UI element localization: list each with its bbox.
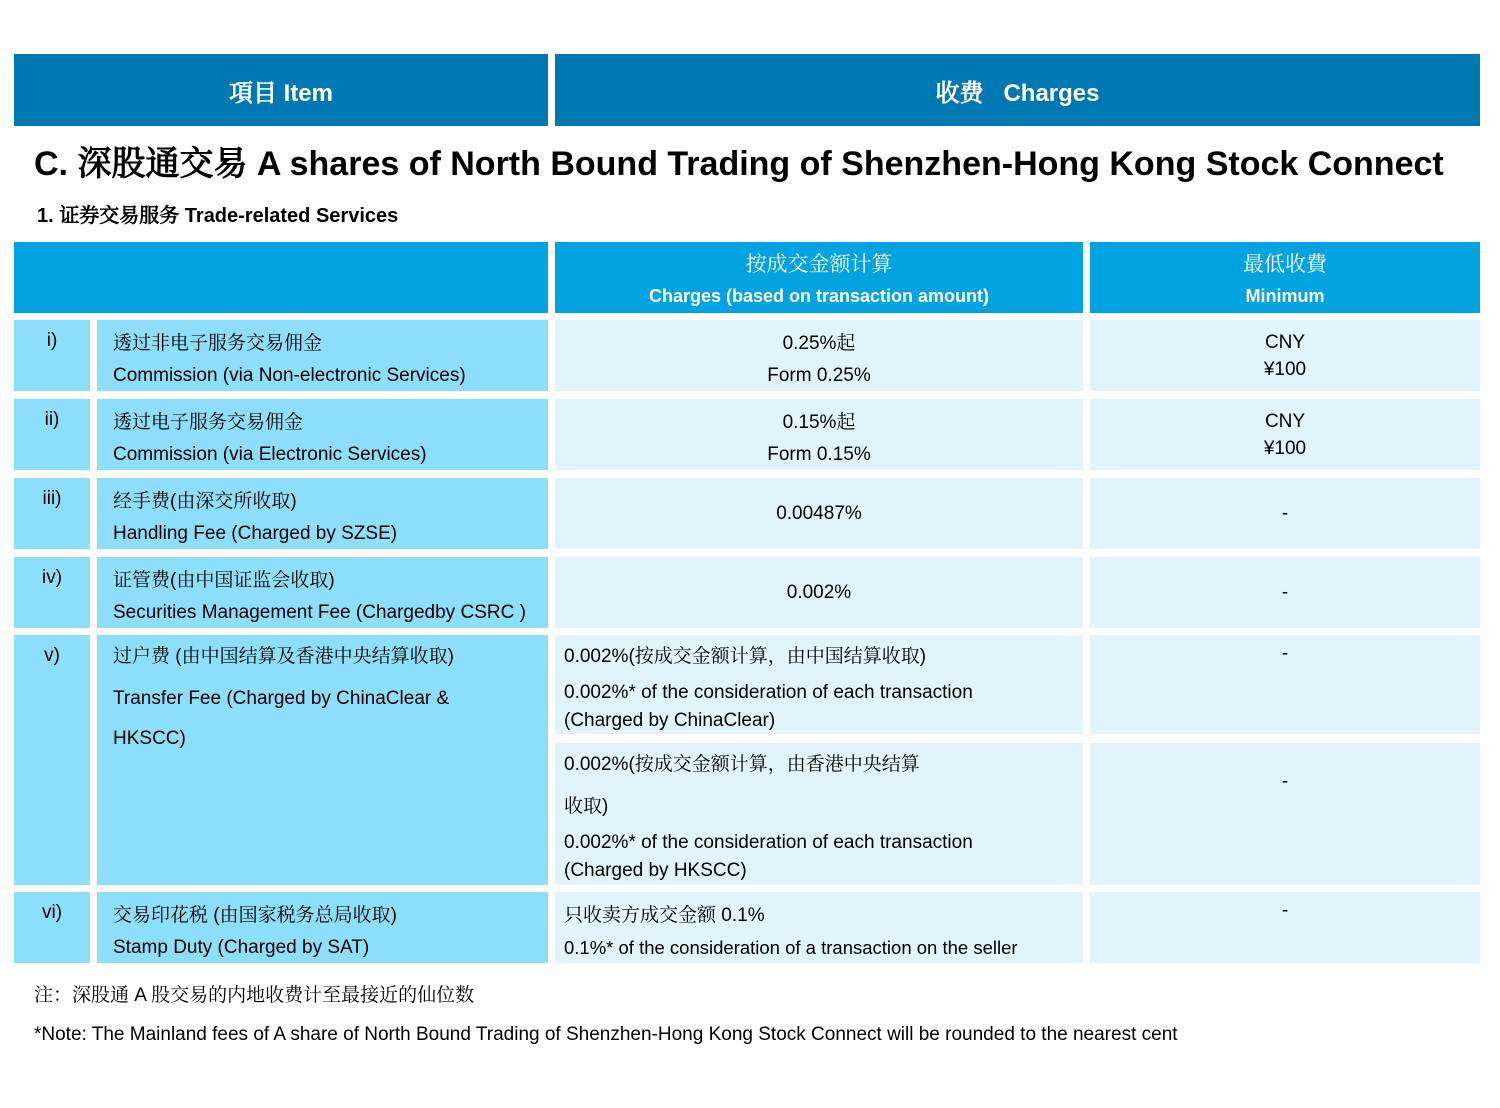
row-4-item — [97, 557, 548, 628]
table-header-minimum-zh: 最低收費 — [1243, 253, 1327, 276]
row-3-charge — [555, 478, 1083, 549]
header-item — [14, 54, 548, 126]
row-4-charge-value: 0.002% — [786, 581, 852, 603]
row-5-num: v) — [14, 635, 90, 885]
table-header-charges — [555, 242, 1083, 313]
row-1-charge-zh: 0.25%起 — [782, 333, 856, 354]
row-5-item-en-2: HKSCC) — [113, 728, 186, 749]
row-1-item — [97, 320, 548, 391]
row-2-min-line2: ¥100 — [1263, 438, 1307, 459]
row-3-item-en: Handling Fee (Charged by SZSE) — [113, 523, 398, 544]
row-2-charge — [555, 399, 1083, 470]
row-3-item-zh: 经手费(由深交所收取) — [113, 491, 297, 512]
row-4-item-zh: 证管费(由中国证监会收取) — [113, 570, 335, 591]
row-6-item-zh: 交易印花税 (由国家税务总局收取) — [113, 905, 397, 926]
row-1-min-line1: CNY — [1264, 332, 1306, 353]
row-5-charge-b-en-2: (Charged by HKSCC) — [564, 860, 747, 881]
section-title: C. 深股通交易 A shares of North Bound Trading of Shenzhen-Hong Kong Stock Connect — [34, 145, 1444, 183]
row-2-item — [97, 399, 548, 470]
row-5-charge-a-zh: 0.002%(按成交金额计算，由中国结算收取) — [564, 646, 927, 667]
row-2-num: ii) — [14, 399, 90, 470]
row-5-min-a-value: - — [1281, 643, 1289, 664]
row-6-num: vi) — [14, 892, 90, 963]
row-1-num: i) — [14, 320, 90, 391]
row-3-num: iii) — [14, 478, 90, 549]
row-5-charge-b-zh-2: 收取) — [564, 796, 609, 817]
row-5-charge-a-en-2: (Charged by ChinaClear) — [564, 710, 776, 731]
row-4-num: iv) — [14, 557, 90, 628]
row-1-item-zh: 透过非电子服务交易佣金 — [113, 333, 323, 354]
row-5-item — [97, 635, 548, 885]
row-6-minimum — [1090, 892, 1480, 963]
row-4-charge — [555, 557, 1083, 628]
row-6-min-value: - — [1281, 900, 1289, 921]
row-1-minimum — [1090, 320, 1480, 391]
row-6-item-en: Stamp Duty (Charged by SAT) — [113, 937, 370, 958]
row-2-charge-zh: 0.15%起 — [782, 412, 856, 433]
table-header-minimum-en: Minimum — [1245, 286, 1325, 306]
row-6-charge — [555, 892, 1083, 963]
row-1-min-line2: ¥100 — [1263, 359, 1307, 380]
row-2-min-line1: CNY — [1264, 411, 1306, 432]
row-5-charge-a — [555, 635, 1083, 734]
row-5-charge-b — [555, 743, 1083, 885]
row-1-charge-en: Form 0.25% — [767, 365, 871, 386]
row-2-minimum — [1090, 399, 1480, 470]
note-zh: 注：深股通 A 股交易的内地收费计至最接近的仙位数 — [34, 985, 475, 1006]
row-3-min-value: - — [1281, 502, 1289, 524]
row-2-charge-en: Form 0.15% — [767, 444, 871, 465]
row-5-item-zh: 过户费 (由中国结算及香港中央结算收取) — [113, 646, 454, 667]
row-3-minimum — [1090, 478, 1480, 549]
header-charges-label: 收费 Charges — [935, 79, 1100, 107]
row-1-item-en: Commission (via Non-electronic Services) — [113, 365, 466, 386]
subsection-title: 1. 证券交易服务 Trade-related Services — [37, 205, 399, 227]
row-6-charge-en: 0.1%* of the consideration of a transaction on the seller — [564, 937, 1018, 958]
header-charges — [555, 54, 1480, 126]
row-3-item — [97, 478, 548, 549]
row-5-item-en-1: Transfer Fee (Charged by ChinaClear & — [113, 688, 450, 709]
row-5-charge-a-en-1: 0.002%* of the consideration of each transaction — [564, 682, 973, 703]
row-3-charge-value: 0.00487% — [776, 502, 862, 524]
row-6-charge-zh: 只收卖方成交金额 0.1% — [564, 905, 765, 926]
row-1-charge — [555, 320, 1083, 391]
row-5-minimum-b — [1090, 743, 1480, 885]
row-5-min-b-value: - — [1281, 771, 1289, 792]
table-header-charges-zh: 按成交金额计算 — [745, 253, 893, 276]
row-4-min-value: - — [1281, 581, 1289, 603]
row-5-charge-b-zh-1: 0.002%(按成交金额计算，由香港中央结算 — [564, 754, 920, 775]
table-header-charges-en: Charges (based on transaction amount) — [648, 286, 990, 306]
note-en: *Note: The Mainland fees of A share of North Bound Trading of Shenzhen-Hong Kong Stock Connect will be rounded to the nearest cent — [34, 1024, 1178, 1045]
table-header-blank — [14, 242, 548, 313]
row-6-item — [97, 892, 548, 963]
row-4-item-en: Securities Management Fee (Chargedby CSRC ) — [113, 602, 526, 623]
row-2-item-en: Commission (via Electronic Services) — [113, 444, 427, 465]
header-item-label: 項目 Item — [228, 79, 333, 107]
table-header-minimum — [1090, 242, 1480, 313]
row-5-minimum-a — [1090, 635, 1480, 734]
row-5-charge-b-en-1: 0.002%* of the consideration of each transaction — [564, 832, 973, 853]
row-4-minimum — [1090, 557, 1480, 628]
row-2-item-zh: 透过电子服务交易佣金 — [113, 412, 304, 433]
